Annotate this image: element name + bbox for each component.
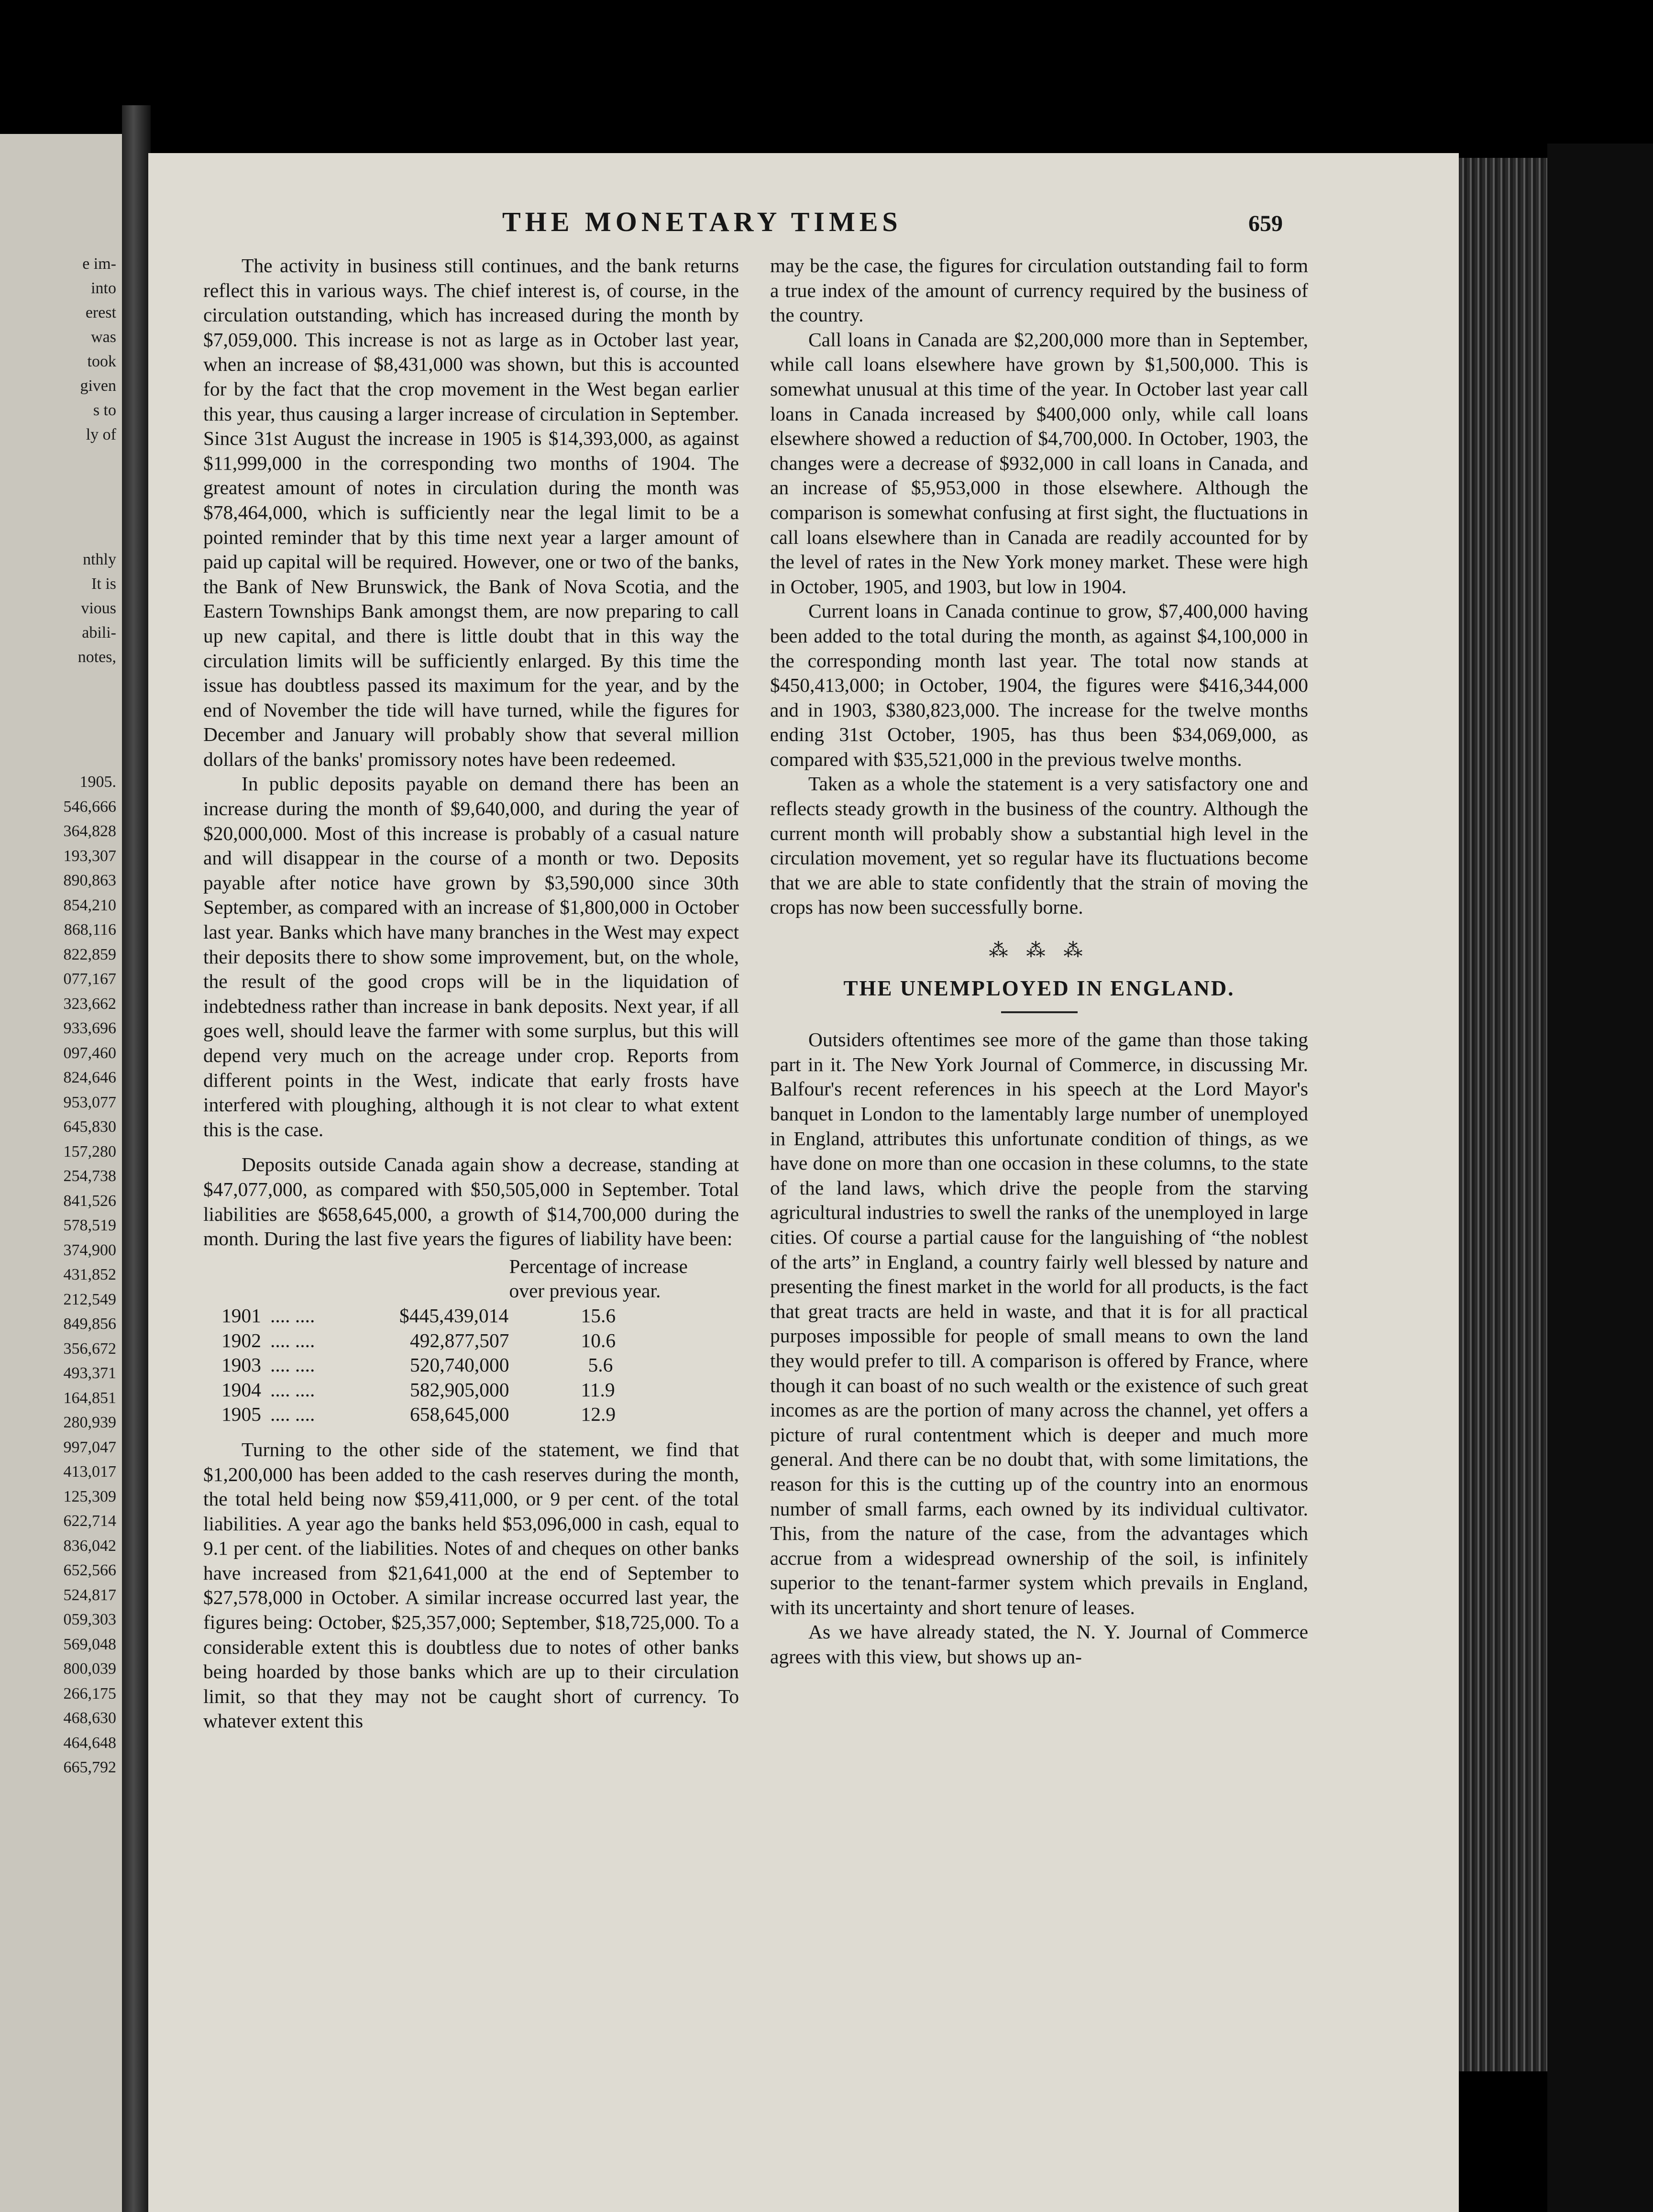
facing-page-text: 569,048	[63, 1635, 116, 1653]
facing-page-text: 652,566	[63, 1561, 116, 1579]
facing-page-text: into	[91, 279, 116, 297]
facing-page-text: 933,696	[63, 1019, 116, 1037]
book-gutter	[122, 105, 151, 2212]
facing-page-text: 254,738	[63, 1167, 116, 1185]
facing-page-text: 622,714	[63, 1512, 116, 1530]
facing-page-text: 157,280	[63, 1142, 116, 1161]
facing-page-text: 193,307	[63, 847, 116, 865]
amount-cell: 520,740,000	[410, 1354, 509, 1376]
paragraph-call-loans: Call loans in Canada are $2,200,000 more than in September, while call loans elsewhere have grown by $1,500,000. This is somewhat unusual at this time of the year. In October last year call loans in Canada increased by $400,000 only, while call loans elsewhere showed a reduction of $4,700,000. In October, 1903, the changes were a decrease of $932,000 in call loans in Canada, and an increase of $5,953,000 in those elsewhere. Although the comparison is somewhat confusing at first sight, the fluctuations in call loans elsewhere than in Canada are readily accounted for by the level of rates in the New York money market. These were high in October, 1905, and 1903, but low in 1904.	[770, 328, 1308, 597]
facing-page-text: was	[91, 328, 116, 346]
year-cell: 1904	[221, 1378, 261, 1401]
facing-page-text: 356,672	[63, 1339, 116, 1358]
paragraph-unemployed: Outsiders oftentimes see more of the game than those taking part in it. The New York Journal of Commerce, in discussing Mr. Balfour's recent references in his speech at the Lord Mayor's banquet in London to the lamentably large number of unemployed in England, attributes this unfortunate condition of things, as we have done on more than one occasion in these columns, to the state of the land laws, which drive the people from the starving agricultural industries to swell the ranks of the unemployed in large cities. Of course a partial cause for the languishing of “the noblest of the arts” in England, a country fairly well blessed by nature and presenting the finest market in the world for all products, is the fact that great tracts are held in waste, and that it is for all practical purposes impossible for people of small means to own the land they would prefer to till. A comparison is offered by France, where though it can boast of no such wealth or the existence of such great incomes as are the portion of many across the channel, yet offers a picture of rural contentment which is deeper and much more general. And there can be no doubt that, with some limitations, the reason for this is the cutting up of the country into an enormous number of small farms, each owned by its individual cultivator. This, from the nature of the case, from the advantages which accrue from a widespread ownership of the soil, is infinitely superior to the tenant-farmer system which prevails in England, with its uncertainty and short tenure of leases.	[770, 1029, 1308, 1618]
year-cell: 1905	[221, 1403, 261, 1426]
facing-page-text: 364,828	[63, 822, 116, 840]
journal-title: THE MONETARY TIMES	[502, 206, 902, 237]
facing-page-text: It is	[91, 575, 116, 593]
amount-cell: 658,645,000	[410, 1403, 509, 1426]
percent-cell: 12.9	[581, 1403, 616, 1426]
table-row	[203, 1402, 688, 1427]
percent-cell: 15.6	[581, 1304, 616, 1327]
table-row	[203, 1378, 688, 1403]
paragraph-circulation: The activity in business still continues, and the bank returns reflect this in various ways. The chief interest is, of course, in the circulation outstanding, which has increased during the month by $7,059,000. This increase is not as large as in October last year, when an increase of $8,431,000 was shown, but this is accounted for by the fact that the crop movement in the West began earlier this year, thus causing a larger increase of circulation in September. Since 31st August the increase in 1905 is $14,393,000, as against $11,999,000 in the corresponding two months of 1904. The greatest amount of notes in circulation during the month was $78,464,000, which is sufficiently near the legal limit to be a pointed reminder that by this time next year a larger amount of paid up capital will be required. However, one or two of the banks, the Bank of New Brunswick, the Bank of Nova Scotia, and the Eastern Townships Bank amongst them, are now preparing to call up new capital, and there is little doubt that in this way the circulation limits will be sufficiently enlarged. By this time the issue has doubtless passed its maximum for the year, and by the end of November the tide will have turned, while the figures for December and January will probably show that several million dollars of the banks' promissory notes have been redeemed.	[203, 254, 739, 770]
facing-page-text: 841,526	[63, 1192, 116, 1210]
facing-page-text: 578,519	[63, 1217, 116, 1234]
percent-cell: 5.6	[588, 1354, 613, 1376]
paragraph-summary: Taken as a whole the statement is a very satisfactory one and reflects steady growth in the business of the country. Although the current month will probably show a substantial high level in the circulation movement, yet so regular have its fluctuations become that we are able to state confidently that the strain of moving the crops has now been successfully borne.	[770, 773, 1308, 918]
facing-page-text: 164,851	[63, 1389, 116, 1407]
paragraph-current-loans: Current loans in Canada continue to grow, $7,400,000 having been added to the total during the month, as against $4,100,000 in the corresponding month last year. The total now stands at $450,413,000; in October, 1904, the figures were $416,344,000 and in 1903, $380,823,000. The increase for the twelve months ending 31st October, 1905, has thus been $34,069,000, as compared with $35,521,000 in the previous twelve months.	[770, 600, 1308, 770]
facing-page-text: e im-	[82, 255, 116, 273]
paragraph-journal-of-commerce: As we have already stated, the N. Y. Journal of Commerce agrees with this view, but shows up an-	[770, 1621, 1308, 1668]
facing-page-text: 822,859	[63, 945, 116, 963]
facing-page-text: 800,039	[63, 1660, 116, 1678]
facing-page-text: 464,648	[63, 1734, 116, 1752]
facing-page-text: 1905.	[79, 773, 116, 791]
facing-page-text: 824,646	[63, 1069, 116, 1086]
facing-page-text: notes,	[77, 648, 116, 666]
facing-page-text: 468,630	[63, 1709, 116, 1727]
facing-page-text: abili-	[82, 624, 116, 641]
percent-cell: 10.6	[581, 1329, 616, 1351]
facing-page-text: 665,792	[63, 1759, 116, 1776]
table-header-line-1: Percentage of increase	[509, 1255, 688, 1277]
facing-page-text: 431,852	[63, 1266, 116, 1283]
dots-cell: .... ....	[270, 1403, 315, 1426]
table-header-line-2: over previous year.	[509, 1280, 661, 1302]
book-cover-edge	[1547, 144, 1653, 2212]
dots-cell: .... ....	[270, 1304, 315, 1327]
year-cell: 1903	[221, 1354, 261, 1376]
document-page	[148, 153, 1459, 2212]
paragraph-continuation: may be the case, the figures for circulation outstanding fail to form a true index of the amount of currency required by the business of the country.	[770, 254, 1308, 326]
facing-page-text: 125,309	[63, 1487, 116, 1505]
facing-page-text: 546,666	[63, 797, 116, 816]
facing-page-text: 059,303	[63, 1611, 116, 1628]
paragraph-deposits: In public deposits payable on demand there has been an increase during the month of $9,640,000, and during the year of $20,000,000. Most of this increase is probably of a casual nature and will disappear in the course of a month or two. Deposits payable after notice have grown by $3,590,000 since 30th September, as compared with an increase of $1,800,000 in October last year. Banks which have many branches in the West may expect their deposits there to show some improvement, but, on the whole, the result of the good crops will be in the liquidation of indebtedness rather than increase in bank deposits. Next year, if all goes well, should leave the farmer with some surplus, but this will depend very much on the acreage under crop. Reports from different points in the West, indicate that early frosts have interfered with ploughing, although it is not clear to what extent this is the case.	[203, 773, 739, 1140]
dots-cell: .... ....	[270, 1329, 315, 1351]
facing-page-text: 212,549	[63, 1290, 116, 1308]
heading-rule	[1001, 1011, 1078, 1013]
facing-page-fragment	[0, 134, 122, 2212]
facing-page-text: 849,856	[63, 1315, 116, 1333]
facing-page-text: 890,863	[63, 872, 116, 889]
right-column	[770, 254, 1308, 1670]
amount-cell: $445,439,014	[399, 1304, 509, 1327]
facing-page-text: 280,939	[63, 1414, 116, 1431]
section-ornament: ⁂ ⁂ ⁂	[989, 940, 1090, 962]
facing-page-text: 493,371	[63, 1364, 116, 1382]
section-heading: THE UNEMPLOYED IN ENGLAND.	[843, 976, 1235, 1000]
year-cell: 1901	[221, 1304, 261, 1327]
paragraph-deposits-outside: Deposits outside Canada again show a decrease, standing at $47,077,000, as compared with $50,505,000 in September. Total liabilities are $658,645,000, a growth of $14,700,000 during the month. During the last five years the figures of liability have been:	[203, 1153, 739, 1250]
page-number: 659	[1248, 211, 1283, 236]
page-edges	[1452, 158, 1547, 2071]
facing-page-text: 266,175	[63, 1684, 116, 1703]
facing-page-text: 836,042	[63, 1537, 116, 1555]
facing-page-text: vious	[81, 599, 116, 617]
paragraph-cash-reserves: Turning to the other side of the statement, we find that $1,200,000 has been added to the cash reserves during the month, the total held being now $59,411,000, or 9 per cent. of the total liabilities. A year ago the banks held $53,096,000 in cash, equal to 9.1 per cent. of the liabilities. Notes of and cheques on other banks have increased from $21,641,000 at the end of September to $27,578,000 in October. A similar increase occurred last year, the figures being: October, $25,357,000; September, $18,725,000. To a considerable extent this is doubtless due to notes of other banks being hoarded by those banks which are up to their circulation limit, so that they may not be caught short of currency. To whatever extent this	[203, 1438, 739, 1732]
percent-cell: 11.9	[581, 1378, 615, 1401]
year-cell: 1902	[221, 1329, 261, 1351]
facing-page-text: 645,830	[63, 1118, 116, 1136]
facing-page-text: s to	[93, 401, 116, 419]
facing-page-text: erest	[85, 304, 116, 321]
liabilities-table	[203, 1254, 688, 1427]
amount-cell: 582,905,000	[410, 1378, 509, 1401]
facing-page-text: 854,210	[63, 896, 116, 914]
table-row	[203, 1353, 688, 1378]
facing-page-text: 413,017	[63, 1463, 116, 1481]
facing-page-text: 374,900	[63, 1241, 116, 1259]
facing-page-text: nthly	[83, 551, 116, 568]
running-head	[148, 206, 1459, 239]
facing-page-text: 524,817	[63, 1586, 116, 1604]
facing-page-text: given	[80, 377, 116, 395]
facing-page-text: 953,077	[63, 1093, 116, 1111]
facing-page-text: 097,460	[63, 1044, 116, 1062]
left-column	[203, 254, 739, 1734]
facing-page-text: 323,662	[63, 995, 116, 1013]
facing-page-text: took	[87, 353, 116, 370]
facing-page-text: 077,167	[63, 970, 116, 988]
dots-cell: .... ....	[270, 1378, 315, 1401]
table-row	[203, 1304, 688, 1328]
facing-page-text: 997,047	[63, 1438, 116, 1456]
table-row	[203, 1328, 688, 1353]
dots-cell: .... ....	[270, 1354, 315, 1376]
facing-page-text: 868,116	[64, 921, 116, 939]
amount-cell: 492,877,507	[410, 1329, 509, 1351]
facing-page-text: ly of	[86, 426, 116, 443]
